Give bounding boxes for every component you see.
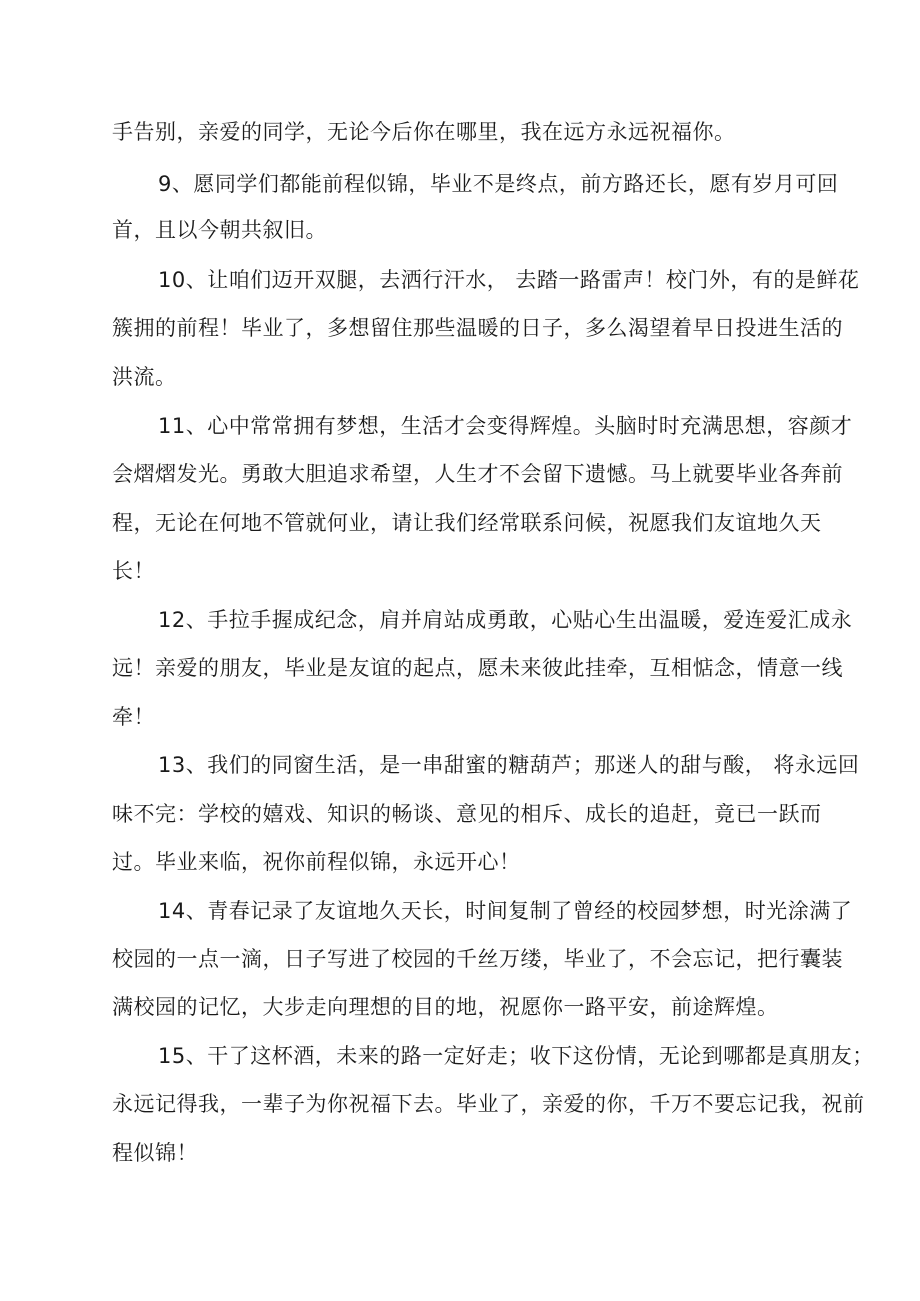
text-line: 长！	[112, 559, 155, 583]
text-line: 洪流。	[112, 365, 177, 389]
text-line: 会熠熠发光。勇敢大胆追求希望，人生才不会留下遗憾。马上就要毕业各奔前	[112, 462, 843, 486]
text-line: 手告别，亲爱的同学，无论今后你在哪里，我在远方永远祝福你。	[112, 120, 736, 144]
paragraph-13-line: 13、我们的同窗生活，是一串甜蜜的糖葫芦；那迷人的甜与酸， 将永远回	[158, 753, 860, 777]
text-line: 味不完：学校的嬉戏、知识的畅谈、意见的相斥、成长的追赶，竟已一跃而	[112, 802, 822, 826]
text-line: 校园的一点一滴，日子写进了校园的千丝万缕，毕业了，不会忘记，把行囊装	[112, 947, 843, 971]
text-line: 程似锦！	[112, 1141, 198, 1165]
paragraph-11-line: 11、心中常常拥有梦想，生活才会变得辉煌。头脑时时充满思想，容颜才	[158, 414, 853, 438]
text-line: 首，且以今朝共叙旧。	[112, 218, 327, 242]
text-line: 程，无论在何地不管就何业，请让我们经常联系问候，祝愿我们友谊地久天	[112, 511, 822, 535]
paragraph-12-line: 12、手拉手握成纪念，肩并肩站成勇敢，心贴心生出温暖，爱连爱汇成永	[158, 608, 853, 632]
paragraph-9-line: 9、愿同学们都能前程似锦，毕业不是终点，前方路还长，愿有岁月可回	[158, 172, 839, 196]
paragraph-15-line: 15、干了这杯酒，未来的路一定好走；收下这份情，无论到哪都是真朋友；	[158, 1044, 874, 1068]
text-line: 远！亲爱的朋友，毕业是友谊的起点，愿未来彼此挂牵，互相惦念，情意一线	[112, 656, 843, 680]
text-line: 过。毕业来临，祝你前程似锦，永远开心！	[112, 850, 521, 874]
text-line: 满校园的记忆，大步走向理想的目的地，祝愿你一路平安，前途辉煌。	[112, 995, 779, 1019]
paragraph-14-line: 14、青春记录了友谊地久天长，时间复制了曾经的校园梦想，时光涂满了	[158, 899, 853, 923]
text-line: 牵！	[112, 705, 155, 729]
paragraph-10-line: 10、让咱们迈开双腿，去洒行汗水， 去踏一路雷声！校门外，有的是鲜花	[158, 268, 860, 292]
text-line: 簇拥的前程！毕业了，多想留住那些温暖的日子，多么渴望着早日投进生活的	[112, 316, 843, 340]
text-line: 永远记得我，一辈子为你祝福下去。毕业了，亲爱的你，千万不要忘记我，祝前	[112, 1092, 865, 1116]
